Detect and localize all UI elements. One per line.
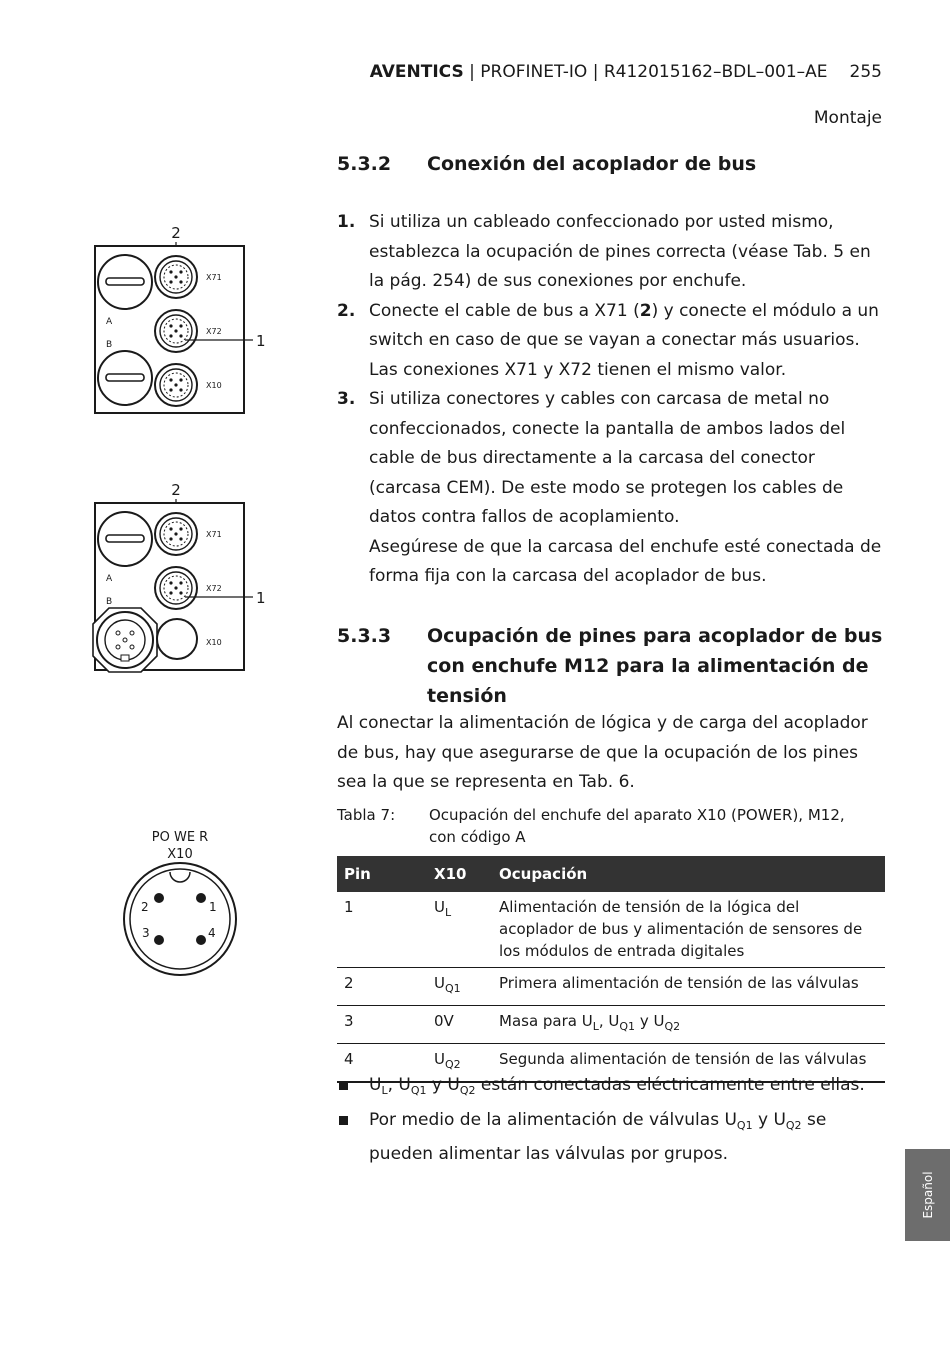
step-text: Conecte el cable de bus a X71 ( bbox=[369, 300, 640, 321]
step-number: 3. bbox=[337, 389, 356, 409]
svg-text:3: 3 bbox=[142, 926, 150, 940]
intro-paragraph: Al conectar la alimentación de lógica y de carga del acoplador de bus, hay que asegurarse de que la ocupación de los pines sea la que se representa en Tab. 6. bbox=[337, 713, 868, 792]
svg-text:4: 4 bbox=[208, 926, 216, 940]
m12-connector-icon bbox=[155, 364, 197, 406]
page-number: 255 bbox=[849, 62, 882, 82]
pinout-title: PO WE R bbox=[151, 830, 209, 845]
svg-text:X10: X10 bbox=[206, 638, 222, 647]
cell-pin: 4 bbox=[337, 1044, 427, 1083]
section-heading-5-3-2 bbox=[337, 149, 887, 179]
callout-2: 2 bbox=[171, 224, 181, 242]
table-row bbox=[337, 968, 885, 1006]
svg-text:B: B bbox=[106, 340, 113, 350]
svg-text:X71: X71 bbox=[206, 273, 222, 282]
m12-connector-icon bbox=[155, 513, 197, 555]
step-item bbox=[337, 385, 882, 592]
bullet-item: Por medio de la alimentación de válvulas $U_{Q1}$ y $U_{Q2}$ se pueden alimentar las válvulas por grupos. bbox=[337, 1106, 885, 1170]
cell-description: Alimentación de tensión de la lógica del acoplador de bus y alimentación de sensores de los módulos de entrada digitales bbox=[492, 892, 885, 968]
pinout-subtitle: X10 bbox=[167, 847, 193, 862]
svg-text:B: B bbox=[106, 597, 113, 607]
callout-1: 1 bbox=[256, 589, 266, 607]
cell-description: Masa para $U_L$, $U_{Q1}$ y $U_{Q2}$ bbox=[492, 1006, 885, 1044]
pin-3-icon bbox=[154, 935, 164, 945]
cell-signal: 0V bbox=[427, 1006, 492, 1044]
bullet-square-icon bbox=[339, 1116, 348, 1125]
column-header-pin: Pin bbox=[337, 856, 427, 892]
step-text: Si utiliza un cableado confeccionado por usted mismo, establezca la ocupación de pines correcta (véase Tab. 5 en la pág. 254) de sus conexiones por enchufe. bbox=[369, 212, 871, 291]
pin-assignment-table bbox=[337, 856, 885, 1083]
step-text: ) y conecte el módulo a un switch en caso de que se vayan a conectar más usuarios. Las conexiones X71 y X72 tienen el mismo valor. bbox=[369, 300, 879, 380]
svg-text:X71: X71 bbox=[206, 530, 222, 539]
cover-cap-icon bbox=[98, 255, 152, 309]
section-heading-5-3-3 bbox=[337, 621, 887, 711]
column-header-ocupacion: Ocupación bbox=[492, 856, 885, 892]
section-title: Ocupación de pines para acoplador de bus con enchufe M12 para la alimentación de tensión bbox=[427, 625, 883, 707]
m12-connector-icon bbox=[155, 310, 197, 352]
cell-description: Primera alimentación de tensión de las válvulas bbox=[492, 968, 885, 1006]
language-tab-label: Español bbox=[920, 1171, 935, 1219]
power-pinout-diagram bbox=[115, 826, 245, 981]
cell-signal: $U_{Q1}$ bbox=[427, 968, 492, 1006]
callout-1: 1 bbox=[256, 332, 266, 350]
m12-connector-icon bbox=[155, 567, 197, 609]
svg-text:1: 1 bbox=[209, 900, 217, 914]
section-title: Conexión del acoplador de bus bbox=[427, 153, 757, 175]
cell-signal: $U_L$ bbox=[427, 892, 492, 968]
header-brand: AVENTICS bbox=[369, 62, 464, 82]
cell-pin: 3 bbox=[337, 1006, 427, 1044]
header-doc-info: | PROFINET-IO | R412015162–BDL–001–AE bbox=[463, 62, 828, 82]
metal-power-connector-icon bbox=[93, 608, 157, 672]
pin-2-icon bbox=[154, 893, 164, 903]
column-header-x10: X10 bbox=[427, 856, 492, 892]
step-text: Si utiliza conectores y cables con carcasa de metal no confeccionados, conecte la pantalla de ambos lados del cable de bus directamente a la carcasa del conector (carcasa CEM). De este modo se protegen los cables de datos contra fallos de acoplamiento. bbox=[369, 389, 846, 527]
svg-text:X10: X10 bbox=[206, 381, 222, 390]
step-number: 2. bbox=[337, 300, 356, 321]
step-note: Asegúrese de que la carcasa del enchufe esté conectada de forma fija con la carcasa del acoplador de bus. bbox=[369, 536, 882, 586]
cell-pin: 1 bbox=[337, 892, 427, 968]
cover-cap-icon bbox=[98, 512, 152, 566]
cell-signal: $U_{Q2}$ bbox=[427, 1044, 492, 1083]
table-caption bbox=[337, 804, 885, 848]
steps-list bbox=[337, 208, 882, 592]
svg-text:X72: X72 bbox=[206, 327, 222, 336]
page-header bbox=[370, 62, 882, 82]
pin-1-icon bbox=[196, 893, 206, 903]
svg-text:A: A bbox=[106, 574, 113, 584]
cell-description: Segunda alimentación de tensión de las válvulas bbox=[492, 1044, 885, 1083]
cap-ring-icon bbox=[157, 619, 197, 659]
language-tab bbox=[905, 1149, 950, 1241]
callout-ref: 2 bbox=[639, 300, 652, 321]
section-number: 5.3.2 bbox=[337, 153, 392, 175]
bullet-list bbox=[337, 1071, 885, 1170]
svg-text:2: 2 bbox=[141, 900, 149, 914]
bus-coupler-diagram-1 bbox=[85, 218, 275, 418]
table-row bbox=[337, 892, 885, 968]
callout-2: 2 bbox=[171, 481, 181, 499]
step-item bbox=[337, 297, 882, 386]
bullet-square-icon bbox=[339, 1081, 348, 1090]
table-caption-text: Ocupación del enchufe del aparato X10 (POWER), M12, con código A bbox=[429, 806, 845, 846]
pin-4-icon bbox=[196, 935, 206, 945]
bullet-item: $U_L$, $U_{Q1}$ y $U_{Q2}$ están conectadas eléctricamente entre ellas. bbox=[337, 1071, 885, 1106]
m12-connector-icon bbox=[155, 256, 197, 298]
svg-text:A: A bbox=[106, 317, 113, 327]
svg-text:X72: X72 bbox=[206, 584, 222, 593]
step-number: 1. bbox=[337, 212, 356, 232]
section-label: Montaje bbox=[813, 108, 882, 128]
table-row bbox=[337, 1006, 885, 1044]
bus-coupler-diagram-2 bbox=[85, 475, 275, 675]
section-number: 5.3.3 bbox=[337, 625, 392, 647]
table-caption-label: Tabla 7: bbox=[337, 806, 396, 824]
cover-cap-icon bbox=[98, 351, 152, 405]
table-header-row bbox=[337, 856, 885, 892]
cell-pin: 2 bbox=[337, 968, 427, 1006]
step-item bbox=[337, 208, 882, 297]
